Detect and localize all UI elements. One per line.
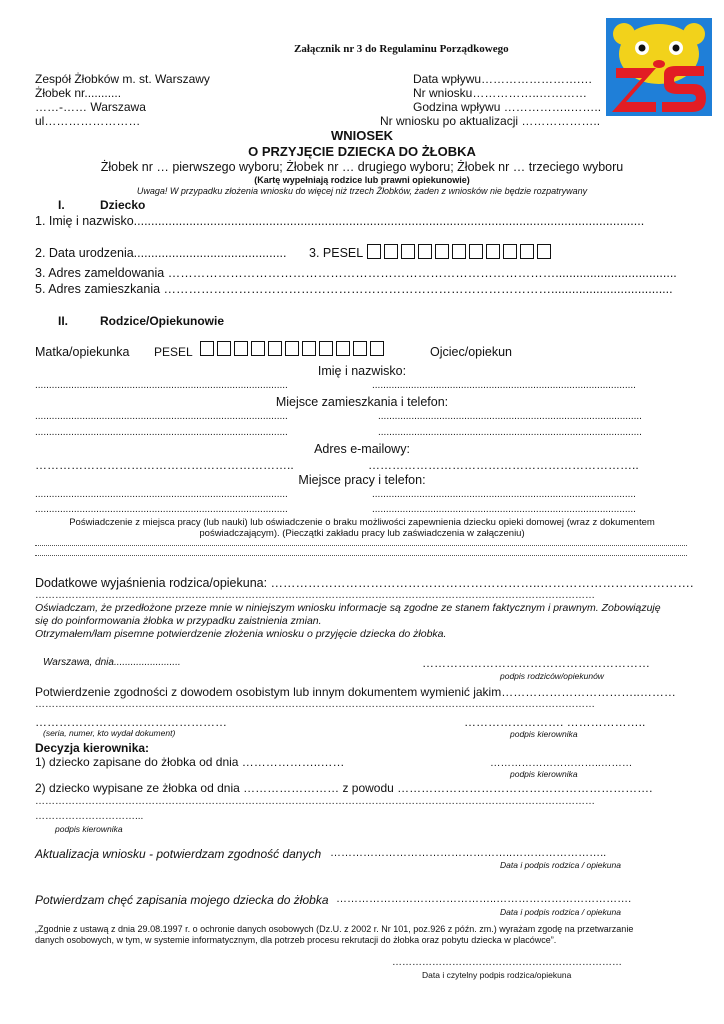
warning-note: Uwaga! W przypadku złożenia wniosku do więcej niż trzech Żłobków, żaden z wniosków nie będzie rozpatrywany [136, 186, 588, 196]
nursery-number: Żłobek nr........... [35, 86, 122, 100]
id-confirmation-field[interactable]: Potwierdzenie zgodności z dowodem osobistym lub innym dokumentem wymienić jakim……………………………..……… [35, 685, 676, 699]
father-work-field-2[interactable]: ............................................................................................... [372, 504, 636, 515]
manager-signature-label-2: podpis kierownika [510, 769, 578, 779]
mother-work-field-2[interactable]: ........................................................................................... [35, 504, 288, 515]
manager-signature-label-3: podpis kierownika [55, 824, 123, 834]
mother-work-field-1[interactable]: ........................................................................................... [35, 489, 288, 500]
pesel-digit-box[interactable] [353, 341, 367, 356]
nursery-choice: Żłobek nr … pierwszego wyboru; Żłobek nr … drugiego wyboru; Żłobek nr … trzeciego wyboru [100, 160, 624, 174]
child-pesel-boxes[interactable] [367, 244, 551, 259]
declaration-2: się do poinformowania żłobka w przypadku zaistnienia zmian. [35, 615, 322, 627]
declaration-3: Otrzymałem/łam pisemne potwierdzenie złożenia wniosku o przyjęcie dziecka do żłobka. [35, 628, 447, 640]
nursery-logo [606, 18, 712, 116]
consent-signature-label: Data i czytelny podpis rodzica/opiekuna [422, 970, 572, 980]
office-name: Zespół Żłobków m. st. Warszawy [35, 72, 210, 86]
declaration-1: Oświadczam, że przedłożone przeze mnie w niniejszym wniosku informacje są zgodne ze stanem faktycznym i prawnym. Zobowiązuję [35, 602, 661, 614]
fill-note: (Kartę wypełniają rodzice lub prawni opiekunowie) [254, 175, 470, 185]
pesel-digit-box[interactable] [503, 244, 517, 259]
intent-label: Potwierdzam chęć zapisania mojego dziecka do żłobka [35, 893, 329, 907]
extra-explanations-line[interactable]: …………………………………………………………………………………………………………………………………………………… [35, 590, 595, 601]
receipt-date: Data wpływu…………………….… [413, 72, 593, 86]
father-name-field[interactable]: ............................................................................................... [372, 380, 636, 391]
withdrawal-field[interactable]: 2) dziecko wypisane ze żłobka od dnia …………………… z powodu ………………………………………………………. [35, 781, 653, 795]
divider-1 [35, 545, 687, 546]
residence-address-field[interactable]: 5. Adres zamieszkania …………………………………………………………………………………................................... [35, 282, 673, 296]
enrollment-date-field[interactable]: 1) dziecko zapisane do żłobka od dnia ………………..…… [35, 755, 345, 769]
section-2-heading: Rodzice/Opiekunowie [100, 314, 225, 328]
pesel-digit-box[interactable] [268, 341, 282, 356]
street: ul…………………… [35, 114, 141, 128]
pesel-digit-box[interactable] [469, 244, 483, 259]
pesel-digit-box[interactable] [336, 341, 350, 356]
pesel-digit-box[interactable] [418, 244, 432, 259]
child-name-field[interactable]: 1. Imię i nazwisko................................................................................................................................................... [35, 214, 645, 228]
pesel-digit-box[interactable] [200, 341, 214, 356]
extra-explanations-field[interactable]: Dodatkowe wyjaśnienia rodzica/opiekuna: ………………………………………………………..………………………………. [35, 576, 694, 590]
registered-address-field[interactable]: 3. Adres zameldowania …………………………………………………………………………………................................... [35, 266, 677, 280]
pesel-digit-box[interactable] [319, 341, 333, 356]
update-signature-field[interactable]: …………………………………………..…………………….. [330, 847, 607, 859]
application-number: Nr wniosku……………..………… [413, 86, 588, 100]
mother-pesel-label: PESEL [154, 345, 193, 359]
manager-signature-label-1: podpis kierownika [510, 729, 578, 739]
name-label: Imię i nazwisko: [317, 364, 407, 378]
pesel-digit-box[interactable] [367, 244, 381, 259]
form-subtitle: O PRZYJĘCIE DZIECKA DO ŻŁOBKA [248, 144, 476, 159]
id-confirmation-line[interactable]: …………………………………………………………………………………………………………………………………………………… [35, 699, 595, 710]
section-1-number: I. [58, 198, 65, 212]
manager-signature-field-1[interactable]: ……………………. ……………….. [464, 715, 646, 729]
pesel-digit-box[interactable] [537, 244, 551, 259]
form-title: WNIOSEK [330, 128, 394, 143]
pesel-digit-box[interactable] [401, 244, 415, 259]
child-pesel-label: 3. PESEL [309, 246, 364, 260]
father-email-field[interactable]: ………………………………………………………….. [368, 458, 639, 472]
pesel-digit-box[interactable] [486, 244, 500, 259]
parents-signature-field[interactable]: ………………………………………………… [422, 656, 650, 670]
consent-text-1: „Zgodnie z ustawą z dnia 29.08.1997 r. o ochronie danych osobowych (Dz.U. z 2002 r. Nr 101, poz.926 z późn. zm.) wyrażam zgodę na przetwarzanie [35, 924, 634, 934]
divider-2 [35, 555, 687, 556]
pesel-digit-box[interactable] [285, 341, 299, 356]
consent-signature-field[interactable]: …………………………………………………………… [392, 957, 622, 968]
mother-email-field[interactable]: ……………………………………………………….. [35, 458, 294, 472]
intent-signature-label: Data i podpis rodzica / opiekuna [500, 907, 621, 917]
receipt-time: Godzina wpływu ……………..…….. [413, 100, 602, 114]
pesel-digit-box[interactable] [251, 341, 265, 356]
decision-heading: Decyzja kierownika: [35, 741, 150, 755]
father-address-field-1[interactable]: ............................................................................................... [378, 411, 642, 422]
place-date-field[interactable]: Warszawa, dnia........................ [43, 657, 181, 668]
mother-address-field-1[interactable]: ........................................................................................... [35, 411, 288, 422]
certificate-note-2: poświadczającym). (Pieczątki zakładu pracy lub zaświadczenia w załączeniu) [199, 528, 525, 539]
parents-signature-label: podpis rodziców/opiekunów [500, 671, 604, 681]
mother-label: Matka/opiekunka [35, 345, 130, 359]
postal-city: ……-…… Warszawa [35, 100, 146, 114]
manager-signature-field-2[interactable]: …………………………..……… [490, 757, 633, 769]
id-document-field[interactable]: ………………………………………… [35, 715, 227, 729]
pesel-digit-box[interactable] [435, 244, 449, 259]
pesel-digit-box[interactable] [217, 341, 231, 356]
certificate-note-1: Poświadczenie z miejsca pracy (lub nauki) lub oświadczenie o braku możliwości zapewnienia dziecku opieki domowej (wraz z dokumentem [69, 517, 655, 528]
update-signature-label: Data i podpis rodzica / opiekuna [500, 860, 621, 870]
child-birth-field[interactable]: 2. Data urodzenia............................................ [35, 246, 287, 260]
work-label: Miejsce pracy i telefon: [298, 473, 426, 487]
father-label: Ojciec/opiekun [430, 345, 512, 359]
mother-pesel-boxes[interactable] [200, 341, 384, 356]
email-label: Adres e-mailowy: [314, 442, 410, 456]
pesel-digit-box[interactable] [452, 244, 466, 259]
mother-name-field[interactable]: ........................................................................................... [35, 380, 288, 391]
pesel-digit-box[interactable] [234, 341, 248, 356]
pesel-digit-box[interactable] [520, 244, 534, 259]
pesel-digit-box[interactable] [370, 341, 384, 356]
pesel-digit-box[interactable] [302, 341, 316, 356]
father-work-field-1[interactable]: ............................................................................................... [372, 489, 636, 500]
consent-text-2: danych osobowych, w tym, w systemie informatycznym, dla potrzeb procesu rekrutacji do żłobka oraz pobytu dziecka w placówce”. [35, 935, 557, 945]
address-label: Miejsce zamieszkania i telefon: [275, 395, 449, 409]
annex-title: Załącznik nr 3 do Regulaminu Porządkowego [294, 43, 509, 55]
pesel-digit-box[interactable] [384, 244, 398, 259]
update-number: Nr wniosku po aktualizacji ……………….. [380, 114, 601, 128]
section-1-heading: Dziecko [100, 198, 146, 212]
section-2-number: II. [58, 314, 69, 328]
father-address-field-2[interactable]: ............................................................................................... [378, 427, 642, 438]
withdrawal-reason-line-1[interactable]: …………………………………………………………………………………………………………………………………………………… [35, 796, 595, 807]
id-document-label: (seria, numer, kto wydał dokument) [43, 728, 176, 738]
mother-address-field-2[interactable]: ........................................................................................... [35, 427, 288, 438]
withdrawal-reason-line-2[interactable]: …………………………... [35, 811, 144, 822]
update-label: Aktualizacja wniosku - potwierdzam zgodność danych [35, 847, 322, 861]
intent-signature-field[interactable]: ……………………………………..………………………………. [336, 893, 632, 905]
